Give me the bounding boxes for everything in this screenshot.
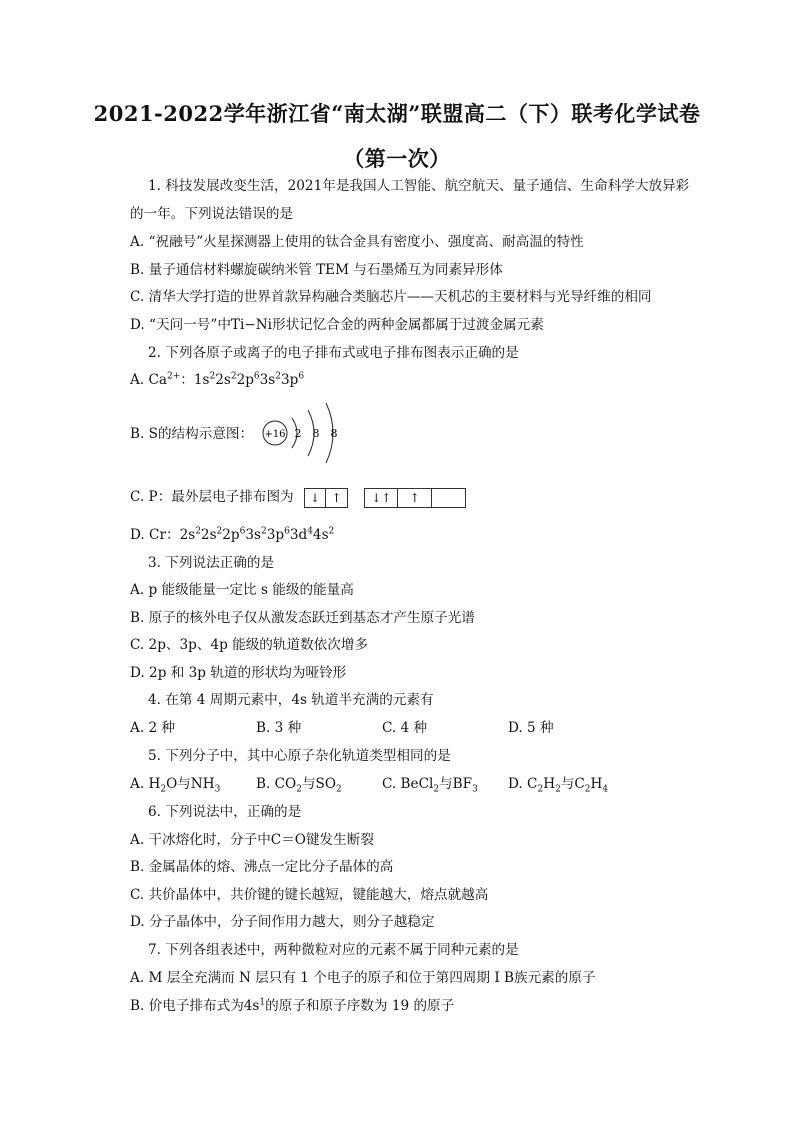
q2-option-c <box>130 487 466 508</box>
exam-title: 2021-2022学年浙江省“南太湖”联盟高二（下）联考化学试卷 <box>93 101 701 126</box>
q1-stem-cont: 的一年。下列说法错误的是 <box>130 206 294 222</box>
shell-1-electrons: 2 <box>294 427 302 440</box>
exam-subtitle: （第一次） <box>343 146 451 171</box>
q6-option-c: C. 共价晶体中，共价键的键长越短，键能越大，熔点就越高 <box>130 887 489 903</box>
q4-option-d: D. 5 种 <box>508 720 554 736</box>
q5-option-c: C. BeCl$_2$与$BF_3$ <box>382 776 478 795</box>
q5-option-d: D. $C_2H_2$与$C_2H_4$ <box>508 776 609 795</box>
q2-c-label: C. P：最外层电子排布图为 <box>130 489 294 505</box>
q6-option-b: B. 金属晶体的熔、沸点一定比分子晶体的高 <box>130 859 394 875</box>
q2-option-a: A. $Ca^{2+}$：$1s^22s^22p^63s^23p^6$ <box>130 371 305 388</box>
q1-stem: 1. 科技发展改变生活，2021年是我国人工智能、航空航天、量子通信、生命科学大放异彩 <box>148 178 690 194</box>
q2-a-label: A. Ca <box>130 372 167 388</box>
q3-option-c: C. 2p、3p、4p 能级的轨道数依次增多 <box>130 637 369 653</box>
q7-option-b: B. 价电子排布式为$4s^1$的原子和原子序数为 19 的原子 <box>130 997 455 1014</box>
q6-option-d: D. 分子晶体中，分子间作用力越大，则分子越稳定 <box>130 914 435 930</box>
q1-option-c: C. 清华大学打造的世界首款异构融合类脑芯片——天机芯的主要材料与光导纤维的相同 <box>130 289 652 305</box>
shell-2-electrons: 8 <box>312 427 320 440</box>
q4-option-b: B. 3 种 <box>256 720 302 736</box>
q5-option-a: A. $H_2O$与$NH_3$ <box>130 776 221 795</box>
q4-stem: 4. 在第 4 周期元素中，4s 轨道半充满的元素有 <box>148 692 434 708</box>
q2-stem: 2. 下列各原子或离子的电子排布式或电子排布图表示正确的是 <box>148 345 519 361</box>
q5-option-b: B. $CO_2$与$SO_2$ <box>256 776 342 795</box>
q2-option-b-label: B. S的结构示意图： <box>130 426 254 442</box>
q6-stem: 6. 下列说法中，正确的是 <box>148 804 302 820</box>
q3-option-d: D. 2p 和 3p 轨道的形状均为哑铃形 <box>130 665 347 681</box>
q7-stem: 7. 下列各组表述中，两种微粒对应的元素不属于同种元素的是 <box>148 942 519 958</box>
q1-option-b: B. 量子通信材料螺旋碳纳米管 TEM 与石墨烯互为同素异形体 <box>130 262 503 278</box>
q2-a-charge: 2+ <box>166 371 181 382</box>
q6-option-a: A. 干冰熔化时，分子中C＝O键发生断裂 <box>130 832 374 848</box>
q3-stem: 3. 下列说法正确的是 <box>148 555 275 571</box>
q7-option-a: A. M 层全充满而 N 层只有 1 个电子的原子和位于第四周期 I B族元素的原子 <box>130 970 596 986</box>
orbital-3s-box: ↓ ↑ <box>304 487 348 508</box>
q3-option-b: B. 原子的核外电子仅从激发态跃迁到基态才产生原子光谱 <box>130 610 475 626</box>
orbital-3p-box: ↓↑ ↑ <box>364 487 466 508</box>
nucleus-label: +16 <box>264 429 286 440</box>
q4-option-c: C. 4 种 <box>382 720 428 736</box>
q3-option-a: A. p 能级能量一定比 s 能级的能量高 <box>130 582 354 598</box>
q1-option-d: D. “天问一号”中Ti−Ni形状记忆合金的两种金属都属于过渡金属元素 <box>130 317 544 333</box>
shell-3-electrons: 8 <box>330 427 338 440</box>
q1-option-a: A. “祝融号”火星探测器上使用的钛合金具有密度小、强度高、耐高温的特性 <box>130 234 584 250</box>
q4-option-a: A. 2 种 <box>130 720 176 736</box>
q2-a-colon: ： <box>180 372 194 388</box>
q5-stem: 5. 下列分子中，其中心原子杂化轨道类型相同的是 <box>148 748 451 764</box>
sulfur-structure-diagram <box>258 400 348 466</box>
q2-option-d: D. Cr：$2s^22s^22p^63s^23p^63d^44s^2$ <box>130 526 335 543</box>
